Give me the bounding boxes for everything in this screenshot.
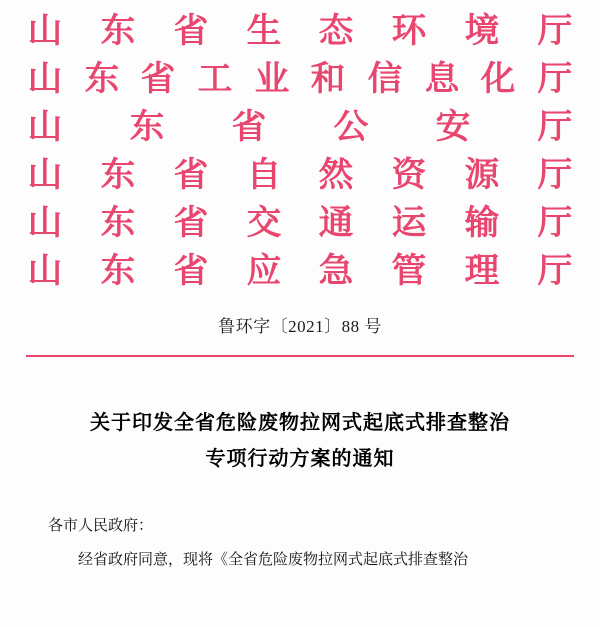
letterhead-char: 交 xyxy=(246,205,281,242)
letterhead-char: 息 xyxy=(424,61,459,98)
letterhead-char: 然 xyxy=(319,157,354,194)
letterhead-char: 东 xyxy=(100,253,136,290)
letterhead-char: 东 xyxy=(129,109,165,146)
letterhead-char: 东 xyxy=(100,13,136,50)
letterhead-line-4 xyxy=(28,152,572,200)
letterhead-char: 山 xyxy=(27,13,63,50)
letterhead-divider xyxy=(26,355,574,357)
letterhead-char: 厅 xyxy=(537,253,573,290)
letterhead-char: 和 xyxy=(310,61,346,98)
letterhead-char: 山 xyxy=(27,253,63,290)
letterhead-line-2 xyxy=(28,56,572,104)
letterhead-char: 省 xyxy=(231,109,267,146)
letterhead-char: 省 xyxy=(173,157,209,194)
letterhead-char: 省 xyxy=(173,13,209,50)
letterhead-char: 自 xyxy=(246,157,281,194)
letterhead-char: 境 xyxy=(464,13,500,50)
letterhead-char: 厅 xyxy=(537,109,573,146)
letterhead-char: 环 xyxy=(391,13,427,50)
letterhead-line-5 xyxy=(28,200,572,248)
letterhead-char: 山 xyxy=(27,109,63,146)
letterhead-char: 山 xyxy=(27,205,63,242)
document-body xyxy=(0,511,600,575)
body-paragraph-1: 经省政府同意，现将《全省危险废物拉网式起底式排查整治 xyxy=(78,552,469,568)
letterhead-char: 急 xyxy=(319,253,354,290)
letterhead-char: 省 xyxy=(173,205,209,242)
document-number: 鲁环字〔2021〕88 号 xyxy=(218,317,382,336)
letterhead-char: 东 xyxy=(100,157,136,194)
letterhead-char: 运 xyxy=(391,205,427,242)
letterhead-char: 省 xyxy=(173,253,209,290)
letterhead-char: 公 xyxy=(333,109,369,146)
title-line-1: 关于印发全省危险废物拉网式起底式排查整治 xyxy=(90,412,510,434)
letterhead-char: 厅 xyxy=(537,205,573,242)
letterhead-char: 态 xyxy=(319,13,354,50)
letterhead-char: 管 xyxy=(391,253,427,290)
letterhead-char: 山 xyxy=(27,61,63,98)
letterhead-char: 化 xyxy=(480,61,516,98)
letterhead-char: 源 xyxy=(464,157,500,194)
letterhead xyxy=(0,0,600,296)
document-title xyxy=(0,405,600,477)
letterhead-char: 通 xyxy=(319,205,354,242)
letterhead-char: 安 xyxy=(435,109,471,146)
letterhead-char: 东 xyxy=(100,205,136,242)
letterhead-char: 应 xyxy=(246,253,281,290)
letterhead-char: 东 xyxy=(84,61,119,98)
letterhead-line-3 xyxy=(28,104,572,152)
letterhead-char: 业 xyxy=(254,61,289,98)
letterhead-char: 工 xyxy=(197,61,233,98)
letterhead-char: 资 xyxy=(391,157,427,194)
letterhead-char: 省 xyxy=(140,61,176,98)
salutation: 各市人民政府： xyxy=(48,518,154,534)
letterhead-char: 厅 xyxy=(537,13,573,50)
letterhead-char: 山 xyxy=(27,157,63,194)
letterhead-char: 理 xyxy=(464,253,500,290)
title-line-2: 专项行动方案的通知 xyxy=(205,448,395,470)
letterhead-char: 厅 xyxy=(537,157,573,194)
letterhead-char: 厅 xyxy=(537,61,573,98)
letterhead-char: 输 xyxy=(464,205,500,242)
letterhead-line-6 xyxy=(28,248,572,296)
letterhead-line-1 xyxy=(28,8,572,56)
letterhead-char: 生 xyxy=(246,13,281,50)
letterhead-char: 信 xyxy=(367,61,403,98)
